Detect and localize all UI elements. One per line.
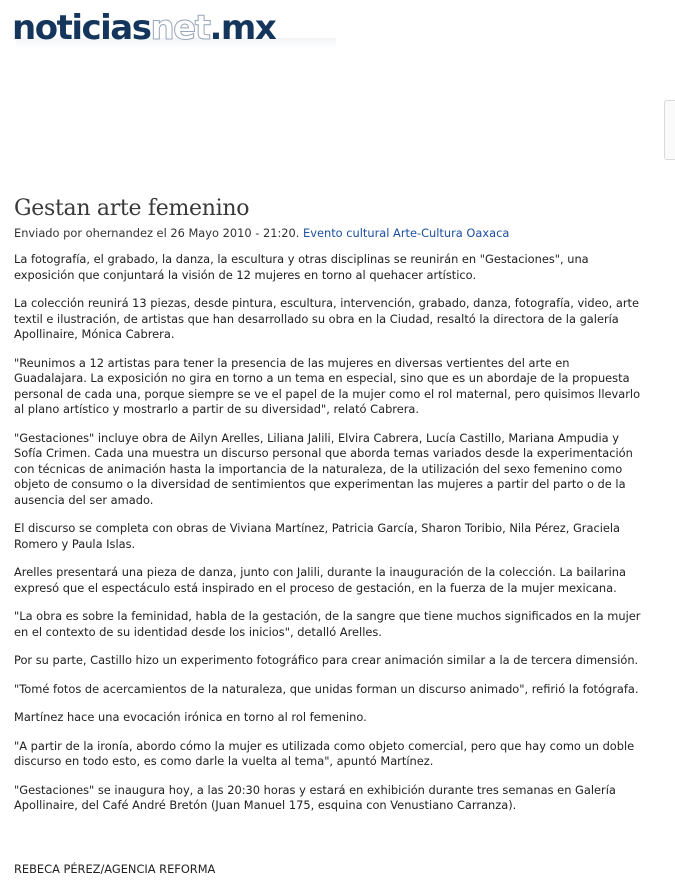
paragraph: "Reunimos a 12 artistas para tener la presencia de las mujeres en diversas vertientes del arte en Guadalajara. La exposición no gira en torno a un tema en especial, sino que es un abordaje de la propuesta personal de cada una, porque siempre se ve el papel de la mujer como el rol maternal, pero quisimos llevarlo al plano artístico y mostrarlo a partir de su diversidad", relató Cabrera. (14, 355, 641, 416)
paragraph: "Gestaciones" se inaugura hoy, a las 20:30 horas y estará en exhibición durante tres semanas en Galería Apollinaire, del Café André Bretón (Juan Manuel 175, esquina con Venustiano Carranza). (14, 782, 616, 812)
site-logo[interactable] (12, 8, 275, 48)
submitted-info: Enviado por ohernandez el 26 Mayo 2010 - 21:20. (14, 226, 300, 240)
paragraph: "Gestaciones" incluye obra de Ailyn Arelles, Liliana Jalili, Elvira Cabrera, Lucía Castillo, Mariana Ampudia y Sofía Crimen. Cada una muestra un discurso personal que aborda temas variados desde la experimentación con técnicas de animación hasta la importancia de la naturaleza, de la utilización del sexo femenino como objeto de consumo o la diversidad de sentimientos que experimentan las mujeres a partir del parto o de la ausencia del ser amado. (14, 430, 633, 507)
logo-text-net: net (150, 8, 210, 48)
logo-text-mx: .mx (209, 8, 276, 48)
paragraph: "Tomé fotos de acercamientos de la naturaleza, que unidas forman un discurso animado", refirió la fotógrafa. (14, 681, 639, 696)
side-scroll-tab[interactable] (664, 100, 675, 160)
paragraph: Arelles presentará una pieza de danza, junto con Jalili, durante la inauguración de la colección. La bailarina expresó que el espectáculo está inspirado en el proceso de gestación, en la fuerza de la mujer mexicana. (14, 565, 626, 595)
logo-text-noticias: noticias (12, 8, 151, 48)
article-body (14, 252, 644, 827)
article-signature: REBECA PÉREZ/AGENCIA REFORMA (14, 862, 216, 876)
article-title: Gestan arte femenino (14, 196, 250, 221)
paragraph: "La obra es sobre la feminidad, habla de la gestación, de la sangre que tiene muchos significados en la mujer en el contexto de su identidad desde los inicios", detalló Arelles. (14, 609, 641, 639)
article-meta (14, 226, 509, 240)
paragraph: La colección reunirá 13 piezas, desde pintura, escultura, intervención, grabado, danza, fotografía, video, arte textil e ilustración, de artistas que han desarrollado su obra en la Ciudad, resaltó la directora de la galería Apollinaire, Mónica Cabrera. (14, 296, 639, 341)
paragraph: Por su parte, Castillo hizo un experimento fotográfico para crear animación similar a la de tercera dimensión. (14, 653, 639, 667)
paragraph: "A partir de la ironía, abordo cómo la mujer es utilizada como objeto comercial, pero que hay como un doble discurso en todo esto, es como darle la vuelta al tema", apuntó Martínez. (14, 738, 635, 768)
paragraph: El discurso se completa con obras de Viviana Martínez, Patricia García, Sharon Toribio, Nila Pérez, Graciela Romero y Paula Islas. (14, 521, 621, 551)
category-link[interactable]: Evento cultural Arte-Cultura Oaxaca (303, 226, 510, 240)
paragraph: La fotografía, el grabado, la danza, la escultura y otras disciplinas se reunirán en "Gestaciones", una exposición que conjuntará la visión de 12 mujeres en torno al quehacer artístico. (14, 252, 589, 282)
paragraph: Martínez hace una evocación irónica en torno al rol femenino. (14, 710, 367, 724)
